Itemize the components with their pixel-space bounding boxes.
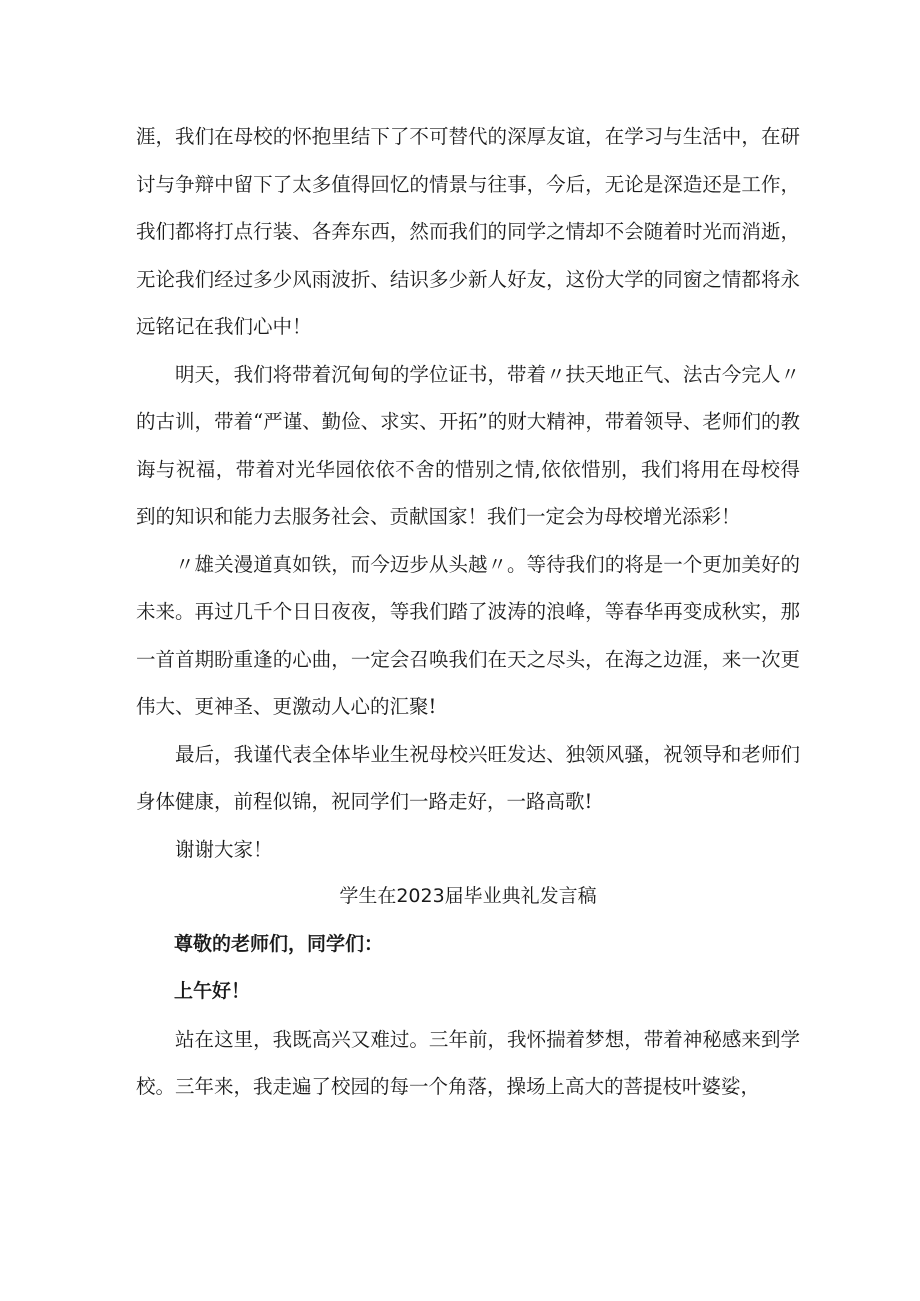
speech-greeting: 上午好！ [174, 980, 251, 1002]
paragraph-thanks: 谢谢大家！ [175, 837, 273, 861]
speech-salutation: 尊敬的老师们，同学们： [174, 932, 384, 955]
paragraph-blessing: 最后，我谨代表全体毕业生祝母校兴旺发达、独领风骚，祝领导和老师们身体健康，前程似锦，祝同学们一路走好，一路高歌! [136, 742, 800, 813]
document-body [136, 113, 800, 1111]
paragraph-friendship: 涯，我们在母校的怀抱里结下了不可替代的深厚友谊，在学习与生活中，在研讨与争辩中留下了太多值得回忆的情景与往事，今后，无论是深造还是工作，我们都将打点行装、各奔东西，然而我们的同学之情却不会随着时光而消逝，无论我们经过多少风雨波折、结识多少新人好友，这份大学的同窗之情都将永远铭记在我们心中！ [136, 125, 800, 338]
paragraph-future: 〃雄关漫道真如铁，而今迈步从头越〃。等待我们的将是一个更加美好的未来。再过几千个日日夜夜，等我们踏了波涛的浪峰，等春华再变成秋实，那一首首期盼重逢的心曲，一定会召唤我们在天之尽头，在海之边涯，来一次更伟大、更神圣、更激动人心的汇聚! [136, 552, 800, 718]
speech-body: 站在这里，我既高兴又难过。三年前，我怀揣着梦想，带着神秘感来到学校。三年来，我走遍了校园的每一个角落，操场上高大的菩提枝叶婆娑， [136, 1027, 800, 1098]
speech-title: 学生在2023届毕业典礼发言稿 [339, 885, 597, 907]
paragraph-tomorrow: 明天，我们将带着沉甸甸的学位证书，带着〃扶天地正气、法古今完人〃的古训，带着“严谨、勤俭、求实、开拓”的财大精神，带着领导、老师们的教诲与祝福，带着对光华园依依不舍的惜别之情,依依惜别，我们将用在母校得到的知识和能力去服务社会、贡献国家！我们一定会为母校增光添彩！ [136, 362, 800, 528]
